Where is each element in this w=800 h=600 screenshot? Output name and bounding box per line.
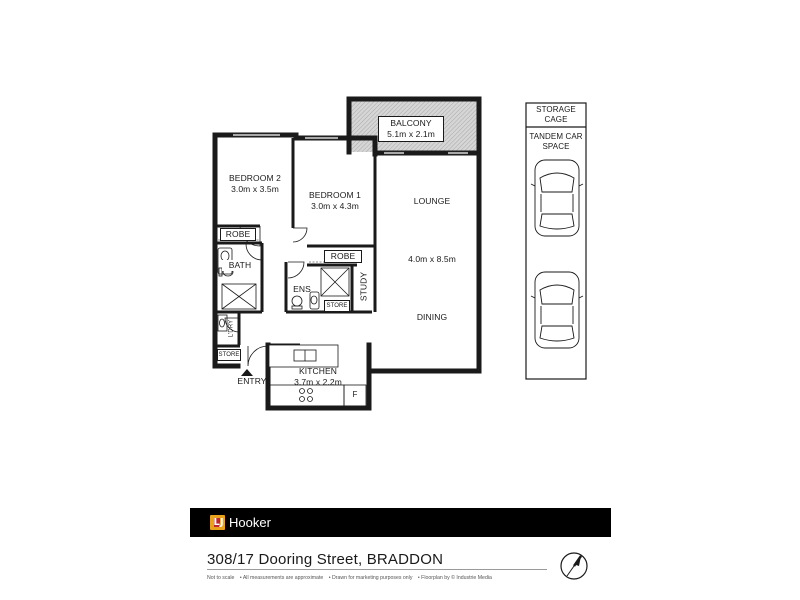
bedroom1-label [300, 190, 370, 212]
tandem-car-space-label: TANDEM CAR SPACE [529, 132, 583, 151]
door-bath [246, 244, 262, 260]
lj-hooker-logo [210, 515, 225, 530]
lounge-name: LOUNGE [413, 196, 451, 206]
dining-name: DINING [416, 312, 448, 322]
lounge-size: 4.0m x 8.5m [408, 254, 456, 264]
door-bed1 [293, 228, 307, 242]
address-divider [207, 569, 547, 570]
brand-name: Hooker [229, 515, 271, 530]
kitchen-label [280, 366, 356, 388]
disclaimer-item: • Floorplan by © Industrie Media [417, 575, 492, 581]
balcony-name: BALCONY [390, 118, 432, 128]
door-ens [288, 262, 304, 278]
bedroom2-size: 3.0m x 3.5m [231, 184, 279, 194]
entry-arrow-icon [241, 369, 253, 376]
car-icon [531, 272, 583, 348]
kitchen-bench [270, 385, 344, 406]
balcony-size: 5.1m x 2.1m [387, 129, 435, 139]
disclaimer-item: • All measurements are approximate [239, 575, 324, 581]
car-icon [531, 160, 583, 236]
robe2-label: ROBE [220, 228, 256, 241]
toilet-ens [292, 296, 302, 306]
bath-label: BATH [222, 260, 258, 271]
bedroom1-size: 3.0m x 4.3m [311, 201, 359, 211]
study-label: STUDY [358, 271, 369, 302]
bedroom1-name: BEDROOM 1 [309, 190, 361, 200]
disclaimer [207, 575, 496, 582]
ens-label: ENS [293, 284, 311, 294]
entry-label: ENTRY [237, 376, 267, 386]
door-entry [248, 346, 268, 366]
kitchen-name: KITCHEN [298, 366, 337, 376]
ldry-label: L'DRY [228, 319, 235, 338]
bedroom2-label [220, 173, 290, 195]
balcony-label [378, 116, 444, 142]
bedroom2-name: BEDROOM 2 [229, 173, 281, 183]
property-address: 308/17 Dooring Street, BRADDON [207, 551, 444, 568]
store-ens-label: STORE [324, 300, 350, 312]
storage-cage-label: STORAGE CAGE [536, 105, 576, 124]
brand-bar [190, 508, 611, 537]
cooktop-burner [300, 389, 305, 394]
logo-letters: LJ [213, 517, 224, 528]
robe1-label: ROBE [324, 250, 362, 263]
north-compass-icon [559, 551, 589, 581]
fridge-label: F [352, 390, 358, 399]
kitchen-island [269, 345, 338, 367]
disclaimer-item: • Drawn for marketing purposes only [328, 575, 413, 581]
kitchen-size: 3.7m x 2.2m [294, 377, 342, 387]
disclaimer-item: Not to scale [207, 575, 235, 581]
store-entry-label: STORE [217, 349, 241, 361]
